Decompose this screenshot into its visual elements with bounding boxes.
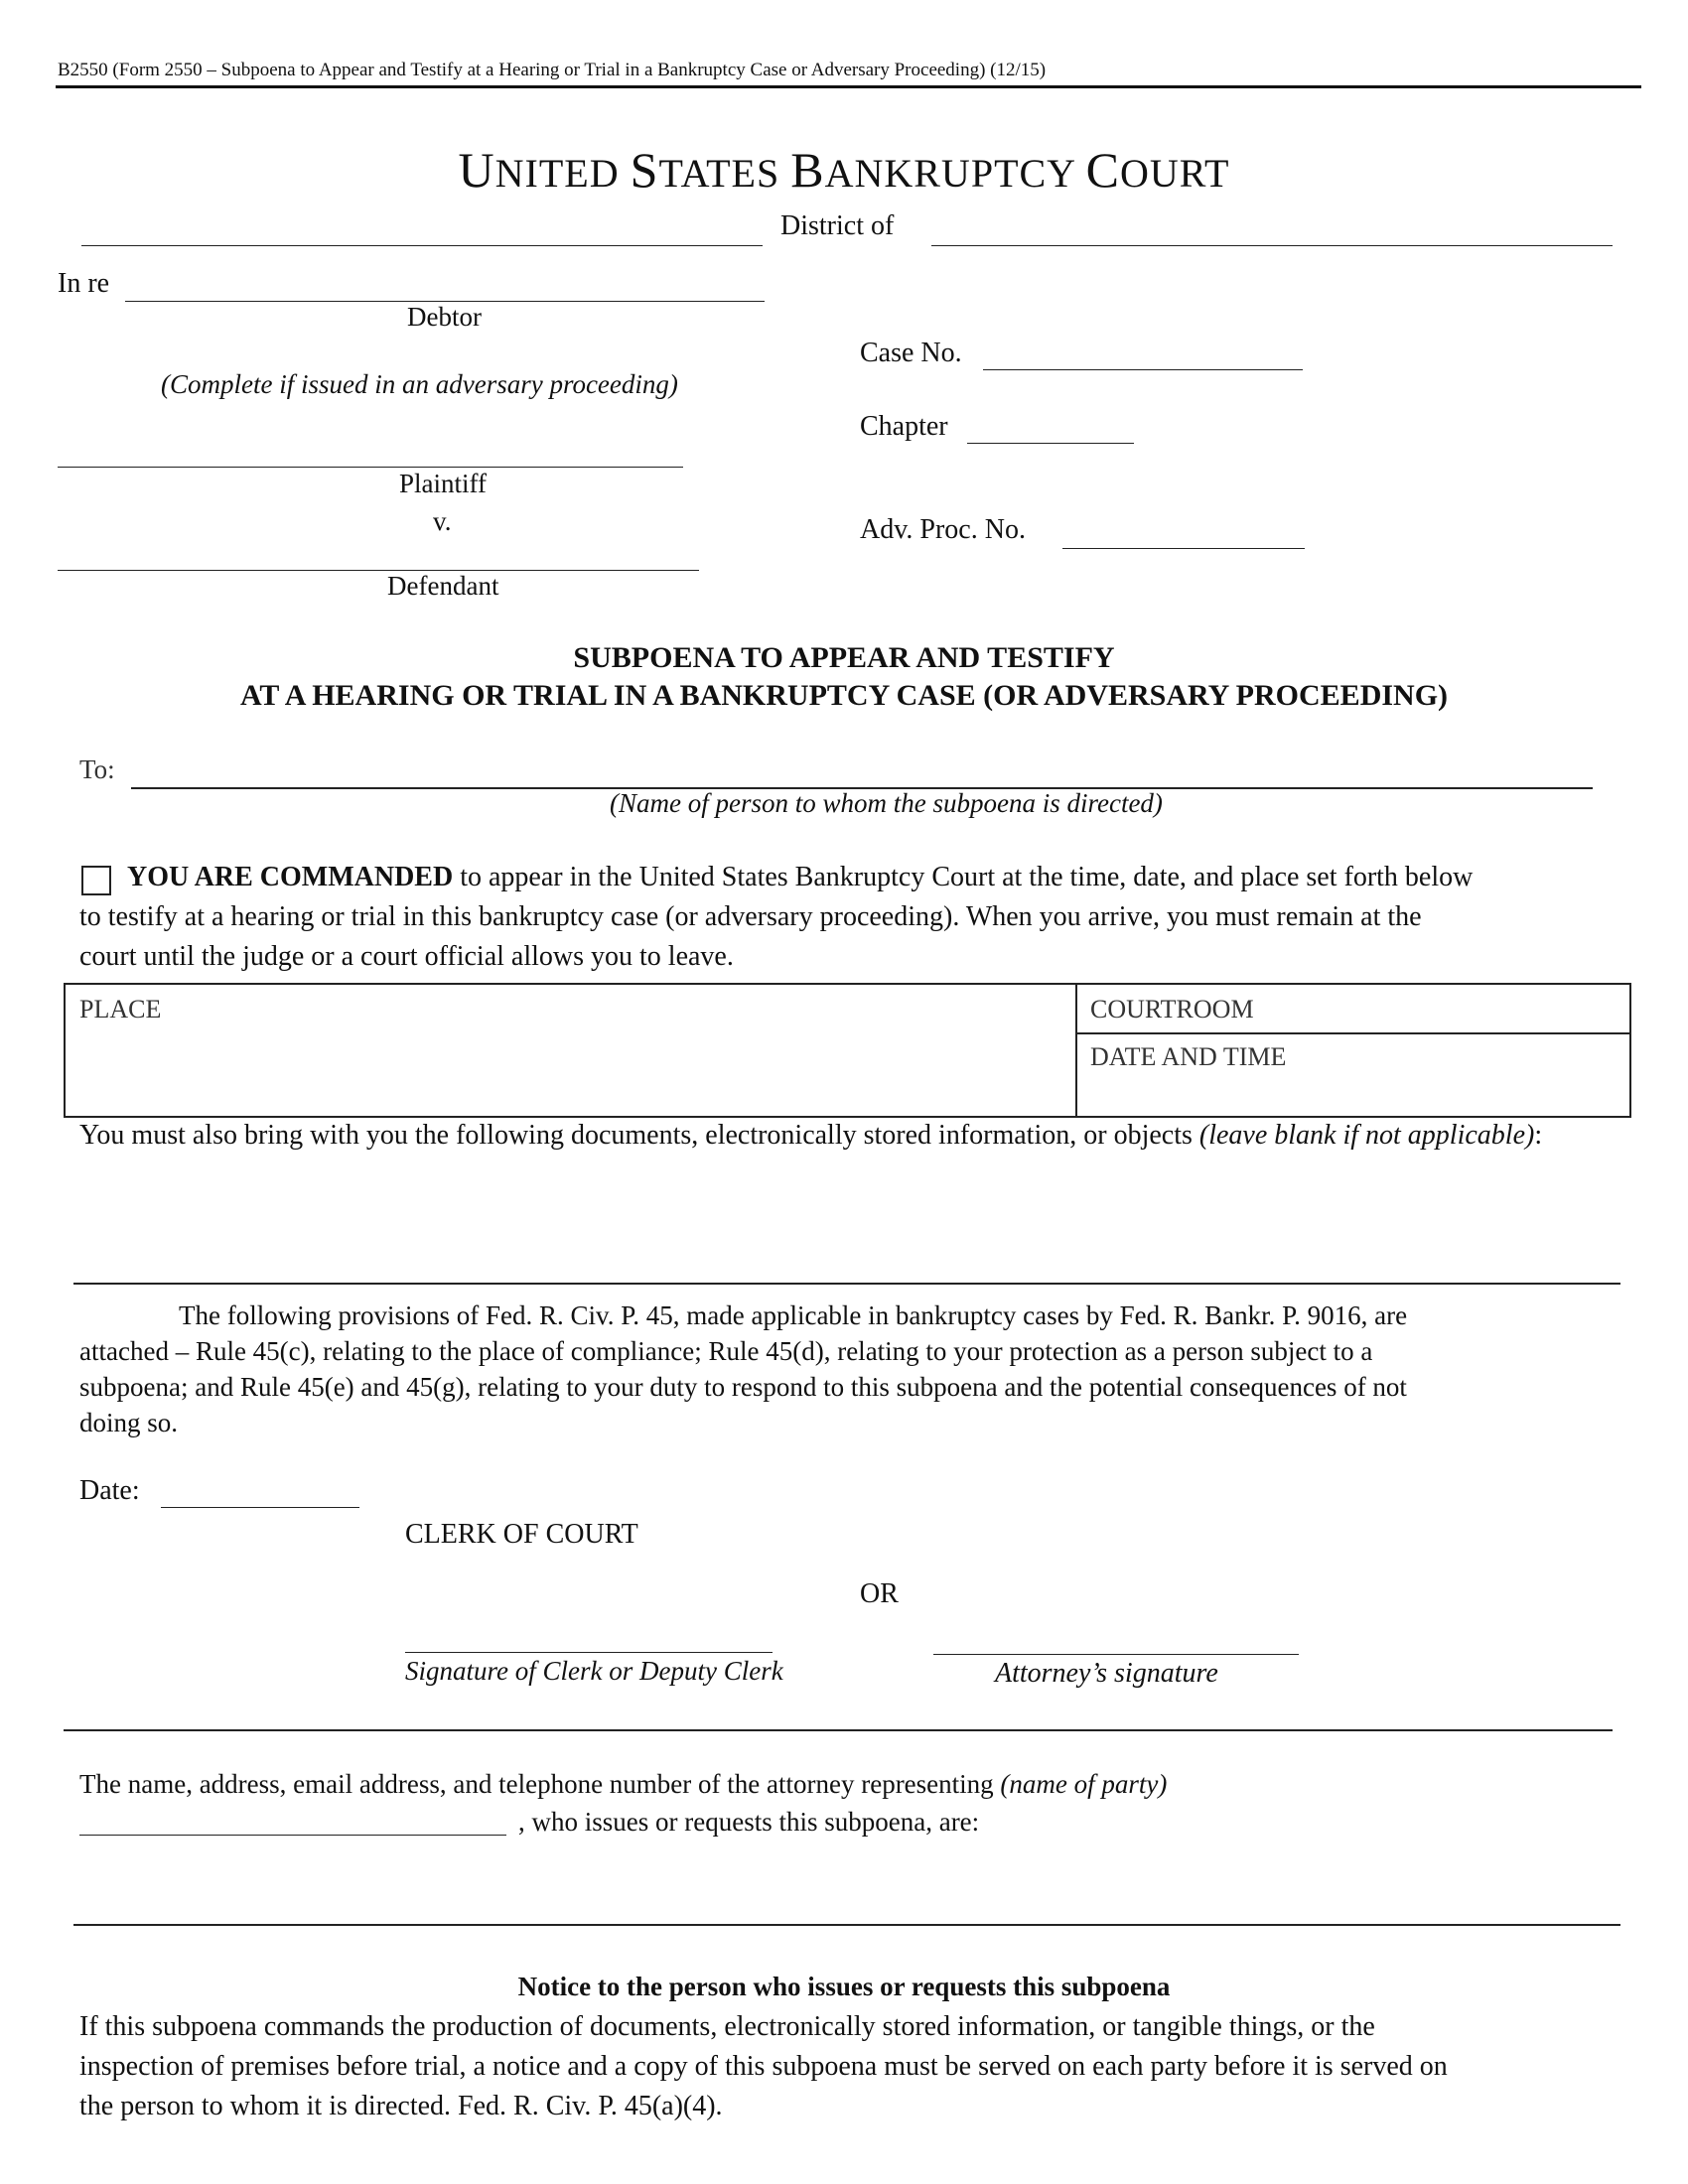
district-blank-left[interactable]	[81, 245, 763, 246]
signature-section-rule	[64, 1729, 1613, 1731]
documents-rule	[73, 1283, 1620, 1285]
date-blank[interactable]	[161, 1507, 359, 1508]
command-line1: YOU ARE COMMANDED to appear in the United States Bankruptcy Court at the time, date, and place set forth below	[127, 862, 1474, 892]
command-line2: to testify at a hearing or trial in this bankruptcy case (or adversary proceeding). When you arrive, you must remain at the	[79, 901, 1422, 932]
clerk-signature-label: Signature of Clerk or Deputy Clerk	[405, 1656, 783, 1686]
subpoena-title-line2: AT A HEARING OR TRIAL IN A BANKRUPTCY CASE (OR ADVERSARY PROCEEDING)	[239, 679, 1449, 712]
attorney-section-rule	[73, 1924, 1620, 1926]
or-label: OR	[860, 1578, 899, 1609]
notice-line1: If this subpoena commands the production of documents, electronically stored information, or tangible things, or the	[79, 2011, 1375, 2042]
command-line3: court until the judge or a court official allows you to leave.	[79, 941, 734, 972]
adv-proc-no-label: Adv. Proc. No.	[860, 514, 1026, 545]
court-title: UNITED STATES BANKRUPTCY COURT	[458, 142, 1230, 198]
attorney-info-line1: The name, address, email address, and telephone number of the attorney representing (name of party)	[79, 1769, 1168, 1799]
subpoena-title-line1: SUBPOENA TO APPEAR AND TESTIFY	[573, 641, 1115, 674]
plaintiff-blank[interactable]	[58, 467, 683, 468]
provisions-line4: doing so.	[79, 1408, 179, 1437]
defendant-label: Defendant	[387, 571, 499, 601]
provisions-line2: attached – Rule 45(c), relating to the place of compliance; Rule 45(d), relating to your protection as a person subject to a	[79, 1336, 1373, 1366]
case-no-label: Case No.	[860, 338, 962, 368]
place-table-divider	[1075, 985, 1077, 1116]
chapter-blank[interactable]	[967, 443, 1134, 444]
notice-line2: inspection of premises before trial, a notice and a copy of this subpoena must be served on each party before it is served on	[79, 2051, 1448, 2082]
district-blank-right[interactable]	[931, 245, 1613, 246]
to-label: To:	[79, 754, 115, 784]
clerk-signature-blank[interactable]	[405, 1652, 773, 1653]
date-label: Date:	[79, 1475, 140, 1506]
form-identifier: B2550 (Form 2550 – Subpoena to Appear and Testify at a Hearing or Trial in a Bankruptcy Case or Adversary Proceeding) (12/15)	[58, 60, 1047, 80]
provisions-line1: The following provisions of Fed. R. Civ. P. 45, made applicable in bankruptcy cases by Fed. R. Bankr. P. 9016, are	[179, 1300, 1408, 1330]
adv-proc-no-blank[interactable]	[1062, 548, 1305, 549]
case-no-blank[interactable]	[983, 369, 1303, 370]
attorney-signature-label: Attorney’s signature	[995, 1658, 1218, 1689]
clerk-of-court-label: CLERK OF COURT	[405, 1519, 638, 1550]
plaintiff-label: Plaintiff	[399, 469, 488, 498]
place-table	[64, 983, 1631, 1118]
attorney-signature-blank[interactable]	[933, 1654, 1299, 1655]
district-label: District of	[780, 210, 895, 241]
defendant-blank[interactable]	[58, 570, 699, 571]
provisions-line3: subpoena; and Rule 45(e) and 45(g), relating to your duty to respond to this subpoena and the potential consequences of not	[79, 1372, 1407, 1402]
courtroom-cell[interactable]: COURTROOM	[1090, 995, 1254, 1024]
header-rule	[56, 85, 1641, 88]
party-name-blank[interactable]	[79, 1835, 506, 1836]
debtor-label: Debtor	[407, 302, 482, 332]
chapter-label: Chapter	[860, 411, 948, 442]
recipient-caption: (Name of person to whom the subpoena is directed)	[610, 788, 1163, 818]
in-re-label: In re	[58, 268, 110, 299]
notice-line3: the person to whom it is directed. Fed. R. Civ. P. 45(a)(4).	[79, 2091, 723, 2121]
notice-heading: Notice to the person who issues or requests this subpoena	[517, 1972, 1171, 2001]
versus-label: v.	[433, 506, 452, 536]
date-time-cell[interactable]: DATE AND TIME	[1090, 1042, 1287, 1071]
adversary-note: (Complete if issued in an adversary proceeding)	[161, 369, 678, 399]
command-checkbox[interactable]	[81, 866, 111, 895]
documents-instruction: You must also bring with you the following documents, electronically stored information, or objects (leave blank if not applicable):	[79, 1120, 1543, 1151]
attorney-info-line2: , who issues or requests this subpoena, are:	[518, 1807, 980, 1837]
place-table-row-divider	[1075, 1032, 1629, 1034]
place-cell[interactable]: PLACE	[79, 995, 162, 1024]
